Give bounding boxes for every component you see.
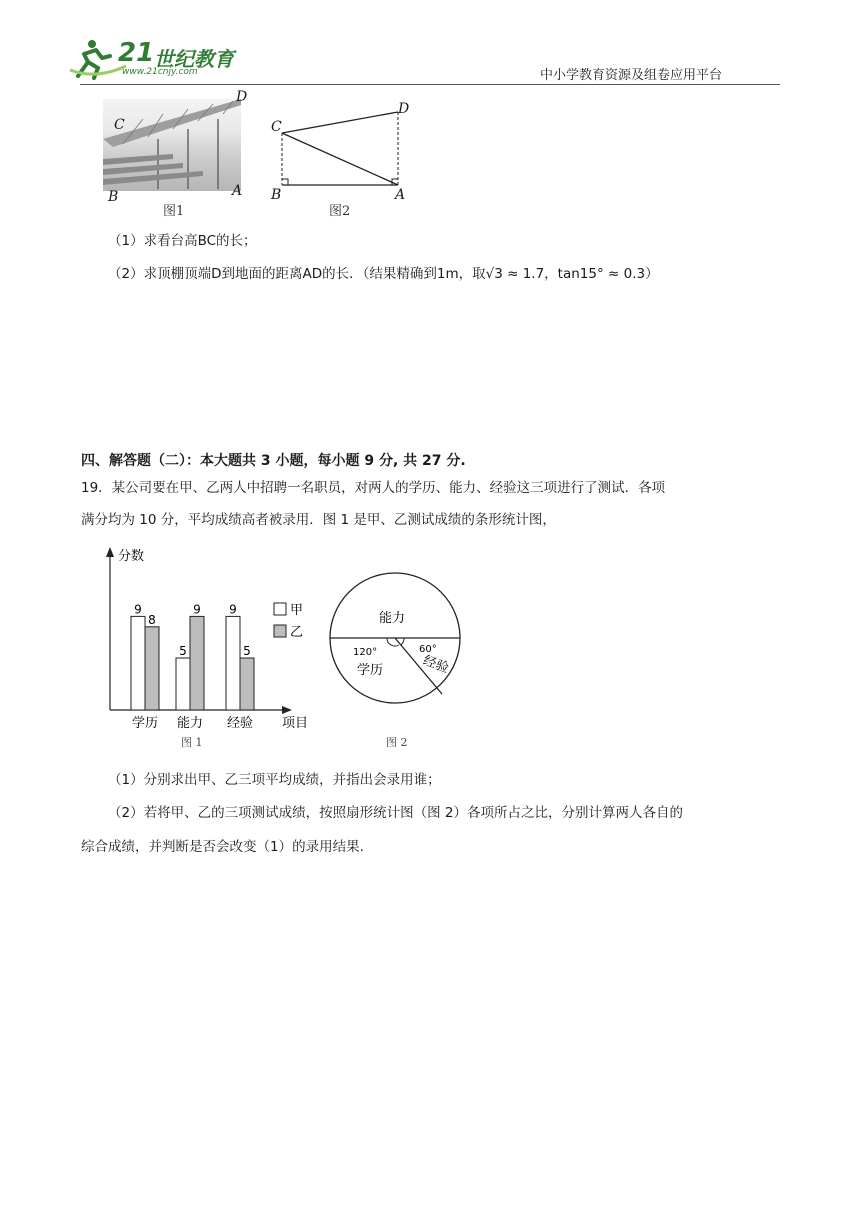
q19-part2-line1: （2）若将甲、乙的三项测试成绩，按照扇形统计图（图 2）各项所占之比，分别计算两人各自的 [108, 805, 683, 821]
fig1-label-D: D [236, 89, 248, 105]
q19-line1: 19．某公司要在甲、乙两人中招聘一名职员，对两人的学历、能力、经验这三项进行了测试．各项 [81, 480, 666, 496]
pie-angle-experience: 60° [419, 644, 437, 655]
pie-chart-caption: 图 2 [386, 736, 408, 749]
pie-chart [327, 570, 467, 710]
fig2-caption: 图2 [329, 204, 351, 219]
bar-yi-2 [240, 658, 254, 710]
fig1-caption: 图1 [163, 204, 185, 219]
bar-jia-0 [131, 616, 145, 710]
q18-part2: （2）求顶棚顶端D到地面的距离AD的长．（结果精确到1m，取√3 ≈ 1.7，tan15° ≈ 0.3） [108, 266, 659, 282]
stadium-photo [103, 99, 241, 191]
legend-swatch-jia [274, 603, 286, 615]
pie-label-education: 学历 [357, 663, 384, 678]
q19-part2-line2: 综合成绩，并判断是否会改变（1）的录用结果. [81, 839, 364, 855]
bar-yi-1 [190, 616, 204, 710]
fig1-label-C: C [114, 117, 125, 133]
q19-line2: 满分均为 10 分，平均成绩高者被录用．图 1 是甲、乙测试成绩的条形统计图， [81, 512, 556, 528]
logo-name: 世纪教育 [154, 47, 234, 71]
bar-value-label: 5 [243, 644, 251, 658]
fig2-label-A: A [395, 187, 406, 203]
legend-swatch-yi [274, 625, 286, 637]
bar-jia-2 [226, 616, 240, 710]
x-axis-label: 项目 [282, 716, 309, 731]
pie-angle-education: 120° [353, 647, 378, 658]
bar-yi-0 [145, 627, 159, 710]
segment-CD [282, 112, 398, 133]
fig2-label-C: C [271, 119, 282, 135]
right-angle-B [282, 179, 288, 185]
section4-title: 四、解答题（二）：本大题共 3 小题，每小题 9 分, 共 27 分. [81, 453, 466, 469]
x-tick-label: 经验 [226, 716, 254, 731]
fig1-label-A: A [232, 183, 243, 199]
bar-chart-caption: 图 1 [181, 736, 203, 749]
logo-number: 21 [118, 38, 155, 68]
y-axis-label: 分数 [118, 549, 145, 564]
legend-label-yi: 乙 [290, 625, 304, 640]
q19-part1: （1）分别求出甲、乙三项平均成绩，并指出会录用谁； [108, 772, 441, 788]
bar-value-label: 5 [179, 644, 187, 658]
logo [66, 36, 236, 80]
x-tick-label: 学历 [131, 716, 159, 731]
pie-label-ability: 能力 [379, 611, 406, 626]
bar-value-label: 9 [229, 602, 237, 617]
bar-value-label: 8 [148, 612, 156, 627]
x-axis-arrow-icon [282, 706, 292, 714]
bar-jia-1 [176, 658, 190, 710]
fig2-label-D: D [398, 101, 410, 117]
legend-label-jia: 甲 [290, 603, 304, 618]
q18-part1: （1）求看台高BC的长； [108, 233, 257, 249]
logo-url: www.21cnjy.com [122, 67, 198, 77]
fig1-label-B: B [108, 189, 119, 205]
segment-CA [282, 133, 398, 185]
fig2-label-B: B [271, 187, 282, 203]
bar-value-label: 9 [193, 602, 201, 617]
x-tick-label: 能力 [176, 716, 204, 731]
pie-label-experience: 经验 [420, 653, 451, 677]
header-divider [80, 84, 780, 85]
platform-title: 中小学教育资源及组卷应用平台 [540, 68, 723, 83]
bar-value-label: 9 [134, 602, 142, 617]
y-axis-arrow-icon [106, 547, 114, 557]
bar-chart [98, 545, 328, 745]
legend [274, 603, 303, 640]
